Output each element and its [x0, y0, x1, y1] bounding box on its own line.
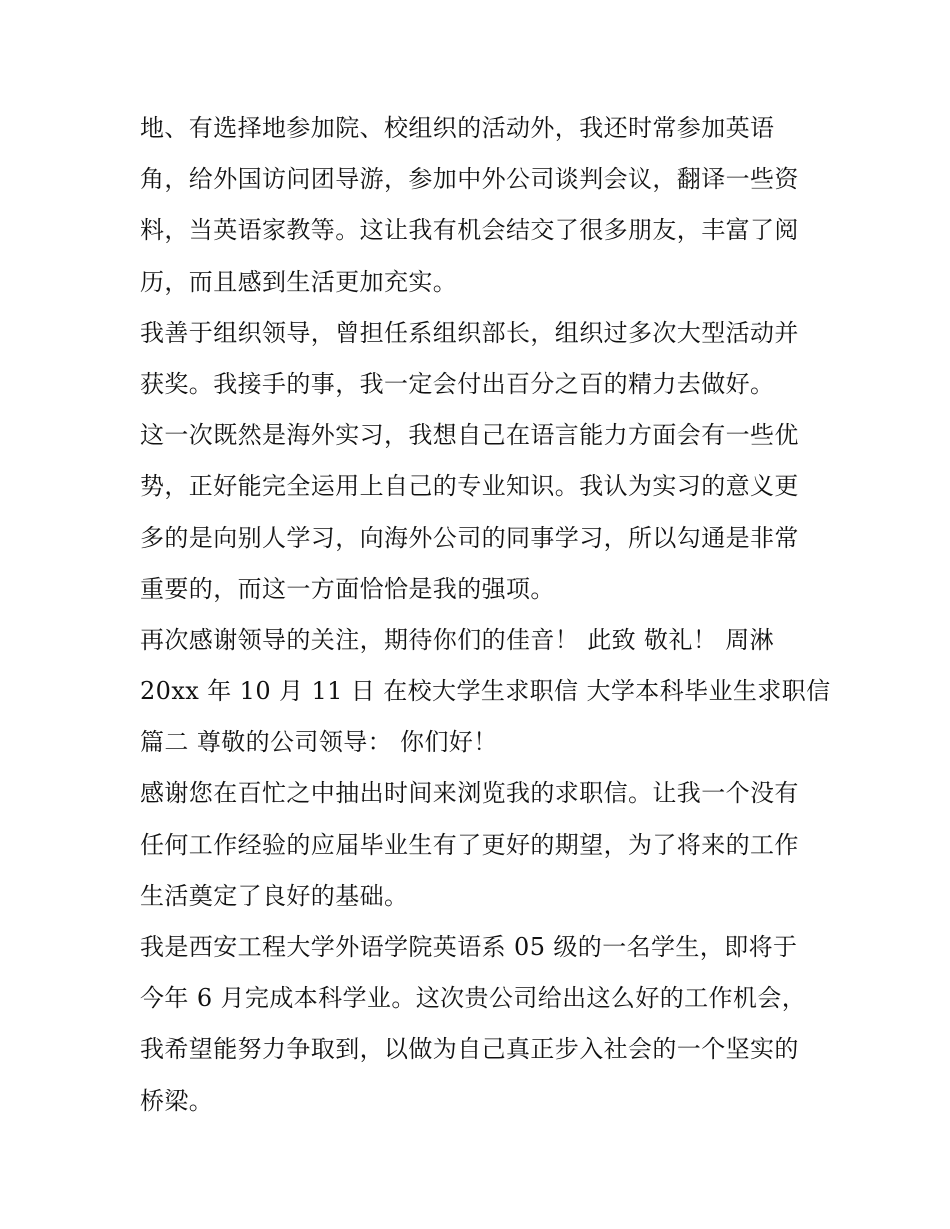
text-line: 历，而且感到生活更加充实。 — [140, 267, 458, 296]
text-line: 我是西安工程大学外语学院英语系 05 级的一名学生，即将于 — [140, 933, 798, 961]
text-line: 20xx 年 10 月 11 日 在校大学生求职信 大学本科毕业生求职信 — [140, 677, 831, 706]
text-line: 料，当英语家教等。这让我有机会结交了很多朋友，丰富了阅 — [140, 216, 799, 245]
text-line: 地、有选择地参加院、校组织的活动外，我还时常参加英语 — [140, 114, 775, 142]
text-line: 今年 6 月完成本科学业。这次贵公司给出这么好的工作机会， — [140, 984, 807, 1013]
document-body — [140, 103, 831, 1127]
text-line: 任何工作经验的应届毕业生有了更好的期望，为了将来的工作 — [140, 830, 799, 859]
text-line: 感谢您在百忙之中抽出时间来浏览我的求职信。让我一个没有 — [140, 779, 799, 808]
text-line: 篇二 尊敬的公司领导： 你们好！ — [140, 728, 498, 757]
text-line: 角，给外国访问团导游，参加中外公司谈判会议，翻译一些资 — [140, 165, 799, 194]
text-line: 生活奠定了良好的基础。 — [140, 881, 409, 910]
text-line: 重要的，而这一方面恰恰是我的强项。 — [140, 574, 555, 603]
text-line: 多的是向别人学习，向海外公司的同事学习，所以勾通是非常 — [140, 523, 799, 552]
text-line: 我希望能努力争取到，以做为自己真正步入社会的一个坚实的 — [140, 1035, 799, 1064]
text-line: 桥梁。 — [140, 1086, 214, 1115]
text-line: 我善于组织领导，曾担任系组织部长，组织过多次大型活动并 — [140, 318, 799, 347]
text-line: 再次感谢领导的关注，期待你们的佳音！ 此致 敬礼！ 周淋 — [140, 625, 775, 654]
text-line: 势，正好能完全运用上自己的专业知识。我认为实习的意义更 — [140, 472, 799, 501]
text-line: 获奖。我接手的事，我一定会付出百分之百的精力去做好。 — [140, 369, 775, 398]
text-line: 这一次既然是海外实习，我想自己在语言能力方面会有一些优 — [140, 421, 799, 450]
